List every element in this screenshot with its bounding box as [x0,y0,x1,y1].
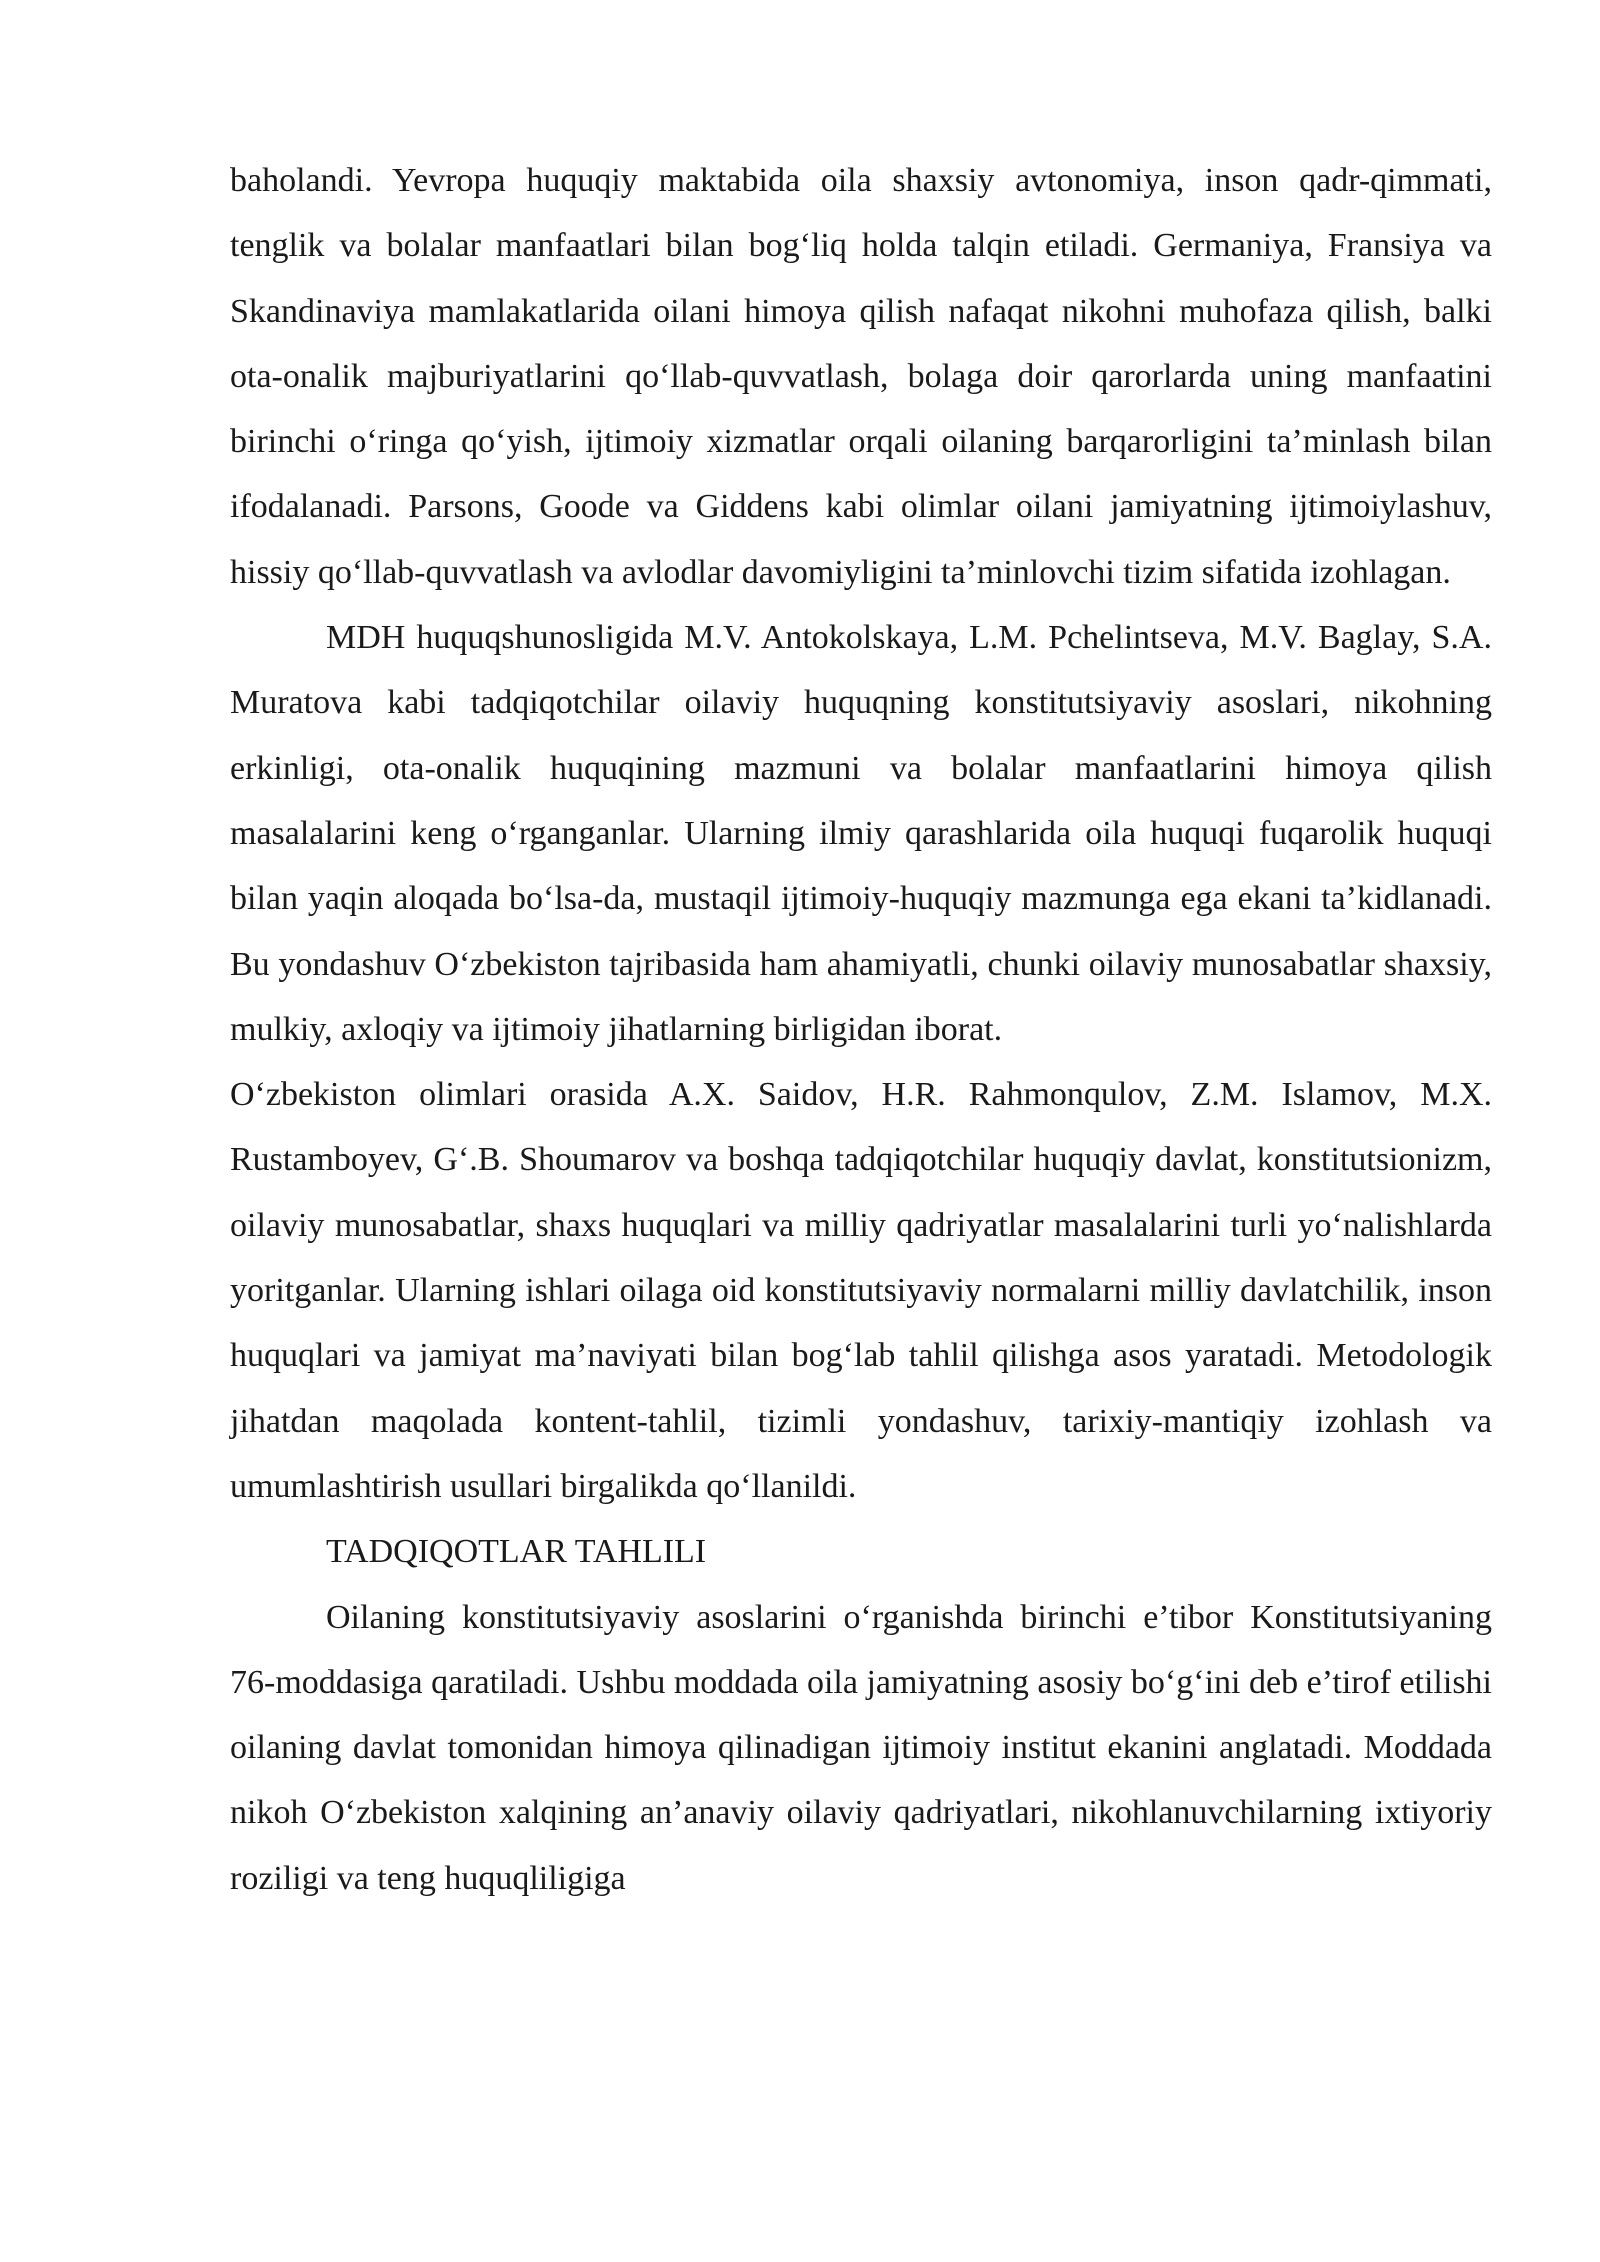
paragraph-analysis: Oilaning konstitutsiyaviy asoslarini o‘rganishda birinchi e’tibor Konstitutsiyaning 76-moddasiga qaratiladi. Ushbu moddada oila jamiyatning asosiy bo‘g‘ini deb e’tirof etilishi oilaning davlat tomonidan himoya qilinadigan ijtimoiy institut ekanini anglatadi. Moddada nikoh O‘zbekiston xalqining an’anaviy oilaviy qadriyatlari, nikohlanuvchilarning ixtiyoriy roziligi va teng huquqliligiga [230,1598,1492,1897]
paragraph-uzbek-scholars: O‘zbekiston olimlari orasida A.X. Saidov, H.R. Rahmonqulov, Z.M. Islamov, M.X. Rustamboyev, G‘.B. Shoumarov va boshqa tadqiqotchilar huquqiy davlat, konstitutsionizm, oilaviy munosabatlar, shaxs huquqlari va milliy qadriyatlar masalalarini turli yo‘nalishlarda yoritganlar. Ularning ishlari oilaga oid konstitutsiyaviy normalarni milliy davlatchilik, inson huquqlari va jamiyat ma’naviyati bilan bog‘lab tahlil qilishga asos yaratadi. Metodologik jihatdan maqolada kontent-tahlil, tizimli yondashuv, tarixiy-mantiqiy izohlash va umumlashtirish usullari birgalikda qo‘llanildi. [230,1076,1492,1505]
document-page [230,148,1492,1911]
paragraph-continuation: baholandi. Yevropa huquqiy maktabida oila shaxsiy avtonomiya, inson qadr-qimmati, tenglik va bolalar manfaatlari bilan bog‘liq holda talqin etiladi. Germaniya, Fransiya va Skandinaviya mamlakatlarida oilani himoya qilish nafaqat nikohni muhofaza qilish, balki ota-onalik majburiyatlarini qo‘llab-quvvatlash, bolaga doir qarorlarda uning manfaatini birinchi o‘ringa qo‘yish, ijtimoiy xizmatlar orqali oilaning barqarorligini ta’minlash bilan ifodalanadi. Parsons, Goode va Giddens kabi olimlar oilani jamiyatning ijtimoiylashuv, hissiy qo‘llab-quvvatlash va avlodlar davomiyligini ta’minlovchi tizim sifatida izohlagan. [230,162,1492,591]
section-heading: TADQIQOTLAR TAHLILI [326,1533,707,1571]
paragraph-cis-scholars: MDH huquqshunosligida M.V. Antokolskaya, L.M. Pchelintseva, M.V. Baglay, S.A. Muratova kabi tadqiqotchilar oilaviy huquqning konstitutsiyaviy asoslari, nikohning erkinligi, ota-onalik huquqining mazmuni va bolalar manfaatlarini himoya qilish masalalarini keng o‘rganganlar. Ularning ilmiy qarashlarida oila huquqi fuqarolik huquqi bilan yaqin aloqada bo‘lsa-da, mustaqil ijtimoiy-huquqiy mazmunga ega ekani ta’kidlanadi. Bu yondashuv O‘zbekiston tajribasida ham ahamiyatli, chunki oilaviy munosabatlar shaxsiy, mulkiy, axloqiy va ijtimoiy jihatlarning birligidan iborat. [230,619,1492,1048]
